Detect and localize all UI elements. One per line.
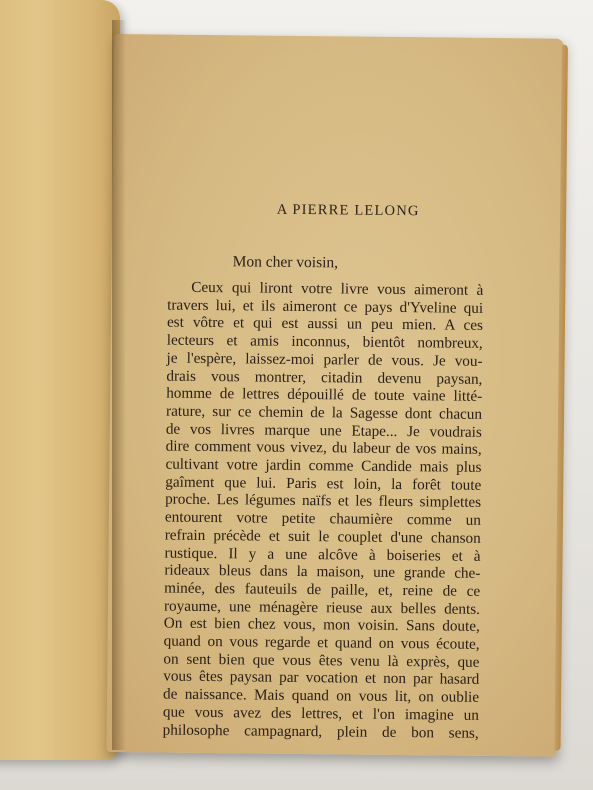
text-line: on sent bien que vous êtes venu là exprès, que: [163, 650, 480, 671]
text-line: de vos livres marque une Etape... Je voudrais: [165, 420, 482, 441]
text-line: vous êtes paysan par vocation et non par hasard: [163, 667, 480, 689]
text-line: rustique. Il y a une alcôve à boiseries et à: [164, 544, 481, 565]
text-line: rature, sur ce chemin de la Sagesse dont chacun: [165, 402, 483, 423]
salutation: Mon cher voisin,: [232, 253, 339, 272]
text-line: drais vous montrer, citadin devenu paysan,: [166, 367, 483, 388]
text-line: rideaux bleus dans la maison, une grande che-: [164, 561, 481, 583]
text-line: dire comment vous vivez, du labeur de vos mains,: [165, 437, 482, 459]
text-line: quand on vous regarde et quand on vous écoute,: [163, 632, 480, 653]
text-line: philosophe campagnard, plein de bon sens,: [162, 721, 479, 742]
text-line: On est bien chez vous, mon voisin. Sans doute,: [163, 614, 480, 636]
spine-shadow: [112, 20, 126, 750]
dedication-heading: A PIERRE LELONG: [276, 201, 420, 220]
text-line: cultivant votre jardin comme Candide mais plus: [165, 455, 482, 476]
text-line: travers lui, et ils aimeront ce pays d'Yveline qui: [167, 296, 484, 317]
text-line: royaume, une ménagère rieuse aux belles dents.: [163, 597, 481, 618]
text-line: est vôtre et qui est aussi un peu mien. A ces: [166, 313, 484, 335]
text-line: refrain précède et suit le couplet d'une chanson: [164, 526, 481, 547]
left-page: [0, 0, 120, 760]
text-line: proche. Les légumes naïfs et les fleurs simplettes: [165, 490, 482, 512]
text-line: gaîment que lui. Paris est loin, la forêt toute: [165, 473, 482, 494]
text-line: lecteurs et amis inconnus, bientôt nombreux,: [166, 331, 483, 352]
right-page: [106, 34, 563, 757]
text-line: Ceux qui liront votre livre vous aimeront à: [191, 278, 484, 299]
text-line: homme de lettres dépouillé de toute vaine litté-: [166, 384, 483, 406]
text-line: de naissance. Mais quand on vous lit, on oublie: [163, 685, 480, 706]
text-line: minée, des fauteuils de paille, et, reine de ce: [164, 579, 481, 600]
text-line: je l'espère, laissez-moi parler de vous. Je vou-: [166, 349, 483, 370]
text-line: entourent votre petite chaumière comme un: [164, 508, 482, 529]
text-line: que vous avez des lettres, et l'on imagine un: [162, 703, 479, 724]
